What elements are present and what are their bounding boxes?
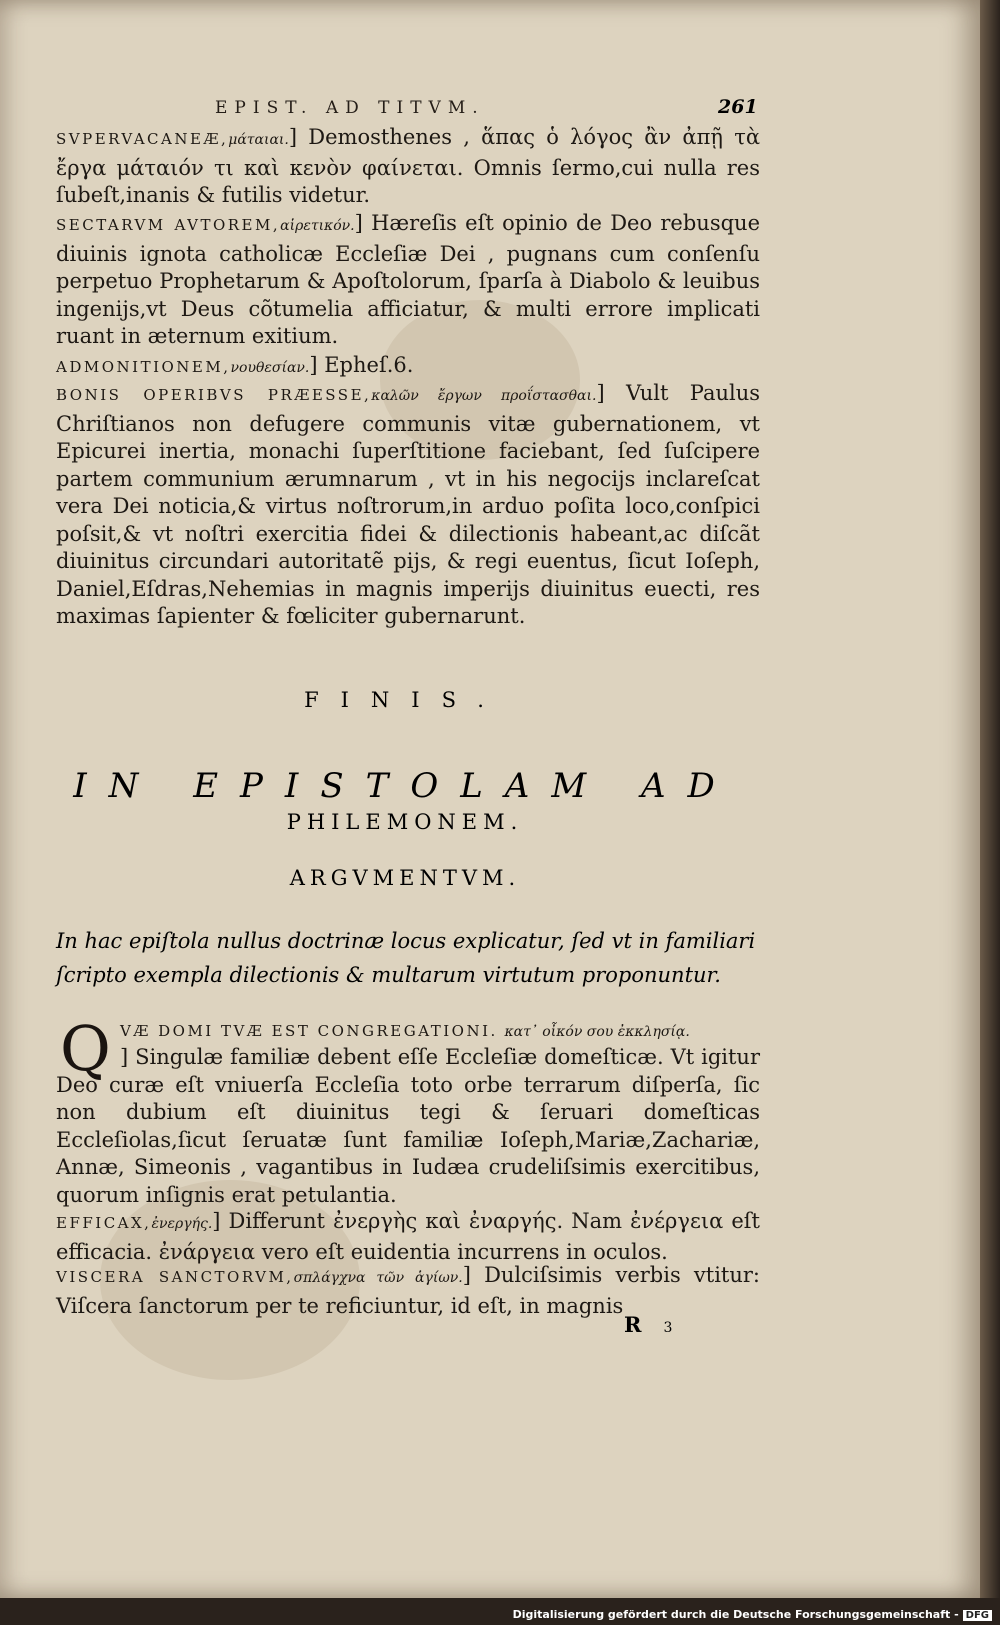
digitization-credit (513, 1608, 992, 1621)
lemma: SECTARVM AVTOREM, (56, 216, 281, 234)
page-number: 261 (718, 96, 758, 118)
paragraph-admonitionem (56, 352, 760, 383)
commentary-text: ] Dulciſsimis verbis vtitur: Viſcera ſanctorum per te reficiuntur, id eſt, in magnis (56, 1263, 760, 1318)
paragraph-quae-domi-head (120, 1016, 760, 1047)
credit-text: Digitalisierung gefördert durch die Deutsche Forschungsgemeinschaft - (512, 1608, 959, 1621)
paragraph-quae-domi (56, 1044, 760, 1209)
commentary-text: ] Hæreſis eſt opinio de Deo rebusque diuinis ignota catholicæ Eccleſiæ Dei , pugnans cum conſenſu perpetuo Prophetarum & Apoſtolorum, ſparſa à Diabolo & leuibus ingenijs,vt Deus cõtumelia afficiatur, & multi errore implicati ruant in æternum exitium. (56, 211, 760, 348)
lemma: VÆ DOMI TVÆ EST CONGREGATIONI. (120, 1022, 498, 1040)
argumentum-heading: ARGVMENTVM. (289, 866, 521, 890)
argumentum-text: In hac epiſtola nullus doctrinæ locus explicatur, ſed vt in familiari ſcripto exempla dilectionis & multarum virtutum proponuntur. (56, 929, 756, 987)
greek-term: καλῶν ἔργων προΐστασθαι. (371, 388, 597, 404)
greek-term: σπλάγχνα τῶν ἁγίων. (293, 1270, 463, 1286)
lemma: EFFICAX, (56, 1214, 152, 1232)
dfg-logo: DFG (963, 1610, 992, 1621)
lemma: SVPERVACANEÆ, (56, 130, 229, 148)
greek-term: νουθεσίαν. (230, 360, 310, 376)
paragraph-supervacaneae (56, 124, 760, 210)
finis-heading: FINIS. (304, 688, 506, 712)
commentary-text: ] Differunt ἐνεργὴς καὶ ἐναργής. Nam ἐνέργεια eſt efficacia. ἐνάργεια vero eſt euidentia incurrens in oculos. (56, 1209, 760, 1264)
paragraph-bonis-operibus (56, 380, 760, 631)
greek-term: κατ᾽ οἶκόν σου ἐκκλησίᾳ. (504, 1024, 690, 1040)
greek-term: μάταιαι. (228, 132, 289, 148)
greek-term: ἐνεργής. (151, 1216, 213, 1232)
commentary-text: ] Vult Paulus Chriſtianos non defugere communis vitæ gubernationem, vt Epicurei inertia, monachi ſuperſtitione faciebant, ſed ſuſcipere partem communium ærumnarum , vt in his negocijs inclareſcat vera Dei noticia,& virtus noſtrorum,in arduo poſita loco,conſpici poſsit,& vt noſtri exercitia fidei & dilectionis habeant,ac diſcãt diuinitus circundari autoritatẽ pijs, & regi euentus, ſicut Ioſeph, Daniel,Eſdras,Nehemias in magnis imperijs diuinitus euecti, res maximas ſapienter & fœliciter gubernarunt. (56, 381, 761, 628)
greek-term: αἱρετικόν. (280, 218, 355, 234)
signature-number: 3 (663, 1320, 673, 1336)
lemma: ADMONITIONEM, (56, 358, 231, 376)
lemma: VISCERA SANCTORVM, (56, 1268, 294, 1286)
running-head: EPIST. AD TITVM. (215, 98, 485, 118)
page-edge (980, 0, 1000, 1598)
signature-mark (624, 1312, 672, 1337)
commentary-text: ] Epheſ.6. (309, 353, 414, 377)
section-subtitle: PHILEMONEM. (286, 810, 524, 834)
signature-letter: R (624, 1312, 642, 1337)
paragraph-efficax (56, 1208, 760, 1266)
drop-capital: Q (60, 1012, 111, 1085)
commentary-text: ] Singulæ familiæ debent eſſe Eccleſiæ domeſticæ. Vt igitur Deo curæ eſt vniuerſa Eccleſia toto orbe terrarum diſperſa, ſic non dubium eſt diuinitus tegi & ſeruari domeſticas Eccleſiolas,ſicut ſeruatæ ſunt familiæ Ioſeph,Mariæ,Zachariæ, Annæ, Simeonis , vagantibus in Iudæa crudeliſsimis exercitibus, quorum inſignis erat petulantia. (56, 1045, 760, 1207)
commentary-text: ] Demosthenes , ἅπας ὁ λόγος ἂν ἀπῇ τὰ ἔργα μάταιόν τι καὶ κενὸν φαίνεται. Omnis ſermo,cui nulla res ſubeſt,inanis & futilis videtur. (56, 125, 760, 207)
paragraph-sectarum (56, 210, 760, 351)
lemma: BONIS OPERIBVS PRÆESSE, (56, 386, 372, 404)
section-title: IN EPISTOLAM AD (73, 766, 737, 806)
